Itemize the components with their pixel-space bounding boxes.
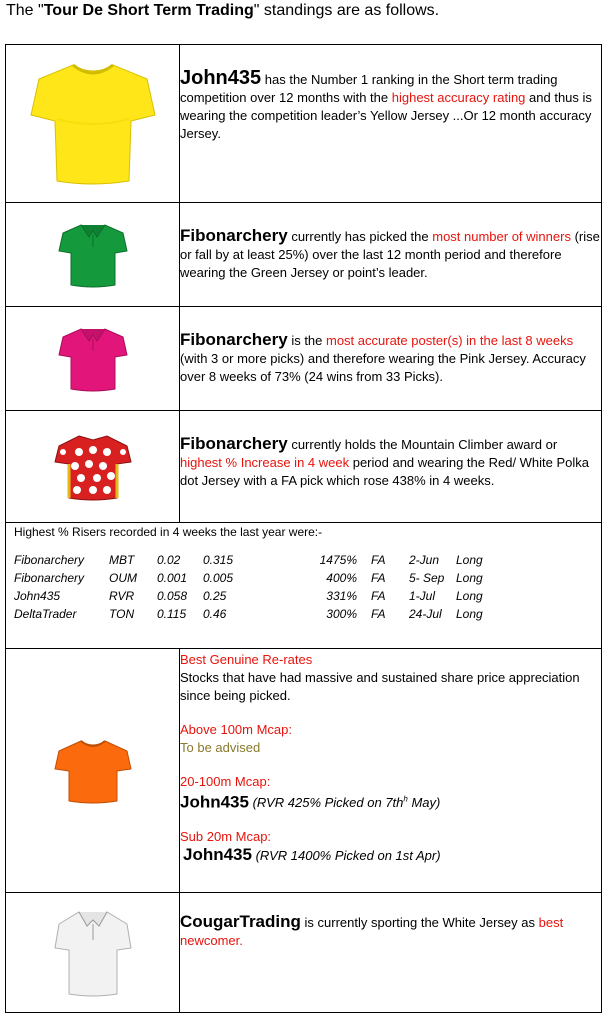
polka-jersey-text: Fibonarchery currently holds the Mountain Climber award or highest % Increase in 4 week period and wearing the Red/ White Polka dot Jersey with a FA pick which rose 438% in 4 weeks.: [180, 411, 602, 523]
risers-table-row: Fibonarchery MBT 0.02 0.315 1475% FA 2-Jun Long: [14, 553, 483, 567]
yellow-tshirt-icon: [29, 59, 157, 189]
page-heading: The "Tour De Short Term Trading" standings are as follows.: [6, 2, 440, 19]
yellow-highlight: highest accuracy rating: [391, 90, 526, 105]
category-above-100m: Above 100m Mcap:: [180, 722, 293, 737]
risers-table: [14, 553, 483, 625]
green-jersey-text: Fibonarchery currently has picked the most number of winners (rise or fall by at least 25%) over the last 12 month period and therefore wearing the Green Jersey or point’s leader.: [180, 203, 602, 307]
standings-table: [5, 44, 602, 1013]
rerates-description: Stocks that have had massive and sustained share price appreciation since being picked.: [180, 670, 580, 703]
polka-jersey-row: [6, 411, 602, 523]
polka-leader-name: Fibonarchery: [180, 434, 288, 453]
polka-dot-jersey-icon: [53, 432, 133, 502]
competition-title: Tour De Short Term Trading: [43, 2, 254, 19]
risers-table-row: DeltaTrader TON 0.115 0.46 300% FA 24-Jul Long: [14, 607, 483, 621]
category-above-100m-value: To be advised: [180, 740, 261, 755]
risers-section: [6, 523, 602, 649]
yellow-jersey-row: [6, 45, 602, 203]
yellow-jersey-text: John435 has the Number 1 ranking in the Short term trading competition over 12 months with the highest accuracy rating and thus is wearing the competition leader’s Yellow Jersey ...Or 12 month accuracy Jersey.: [180, 45, 602, 203]
white-jersey-text: CougarTrading is currently sporting the White Jersey as best newcomer.: [180, 893, 602, 1013]
orange-jersey-text: [180, 649, 602, 893]
white-polo-icon: [53, 908, 133, 998]
white-leader-name: CougarTrading: [180, 912, 301, 931]
green-jersey-row: [6, 203, 602, 307]
category-20-100m-winner: John435 (RVR 425% Picked on $7th^h$ May): [180, 792, 441, 812]
yellow-leader-name: John435: [180, 67, 262, 89]
pink-jersey-text: Fibonarchery is the most accurate poster(s) in the last 8 weeks (with 3 or more picks) and therefore wearing the Pink Jersey. Accuracy over 8 weeks of 73% (24 wins from 33 Picks).: [180, 307, 602, 411]
green-highlight: most number of winners: [432, 229, 571, 244]
pink-leader-name: Fibonarchery: [180, 330, 288, 349]
green-leader-name: Fibonarchery: [180, 226, 288, 245]
white-jersey-row: [6, 893, 602, 1013]
risers-table-row: Fibonarchery OUM 0.001 0.005 400% FA 5- Sep Long: [14, 571, 483, 585]
risers-title: Highest % Risers recorded in 4 weeks the last year were:-: [14, 525, 323, 539]
pink-jersey-row: [6, 307, 602, 411]
white-highlight: best newcomer.: [180, 915, 564, 948]
green-polo-icon: [57, 221, 129, 289]
risers-row: [6, 523, 602, 649]
orange-jersey-row: [6, 649, 602, 893]
category-20-100m: 20-100m Mcap:: [180, 774, 271, 789]
category-sub-20m-winner: John435 (RVR 1400% Picked on 1st Apr): [183, 845, 441, 865]
orange-tshirt-icon: [53, 737, 133, 805]
pink-polo-icon: [57, 325, 129, 393]
polka-highlight: highest % Increase in 4 week: [180, 455, 350, 470]
pink-highlight: most accurate poster(s) in the last 8 weeks: [326, 333, 574, 348]
category-sub-20m: Sub 20m Mcap:: [180, 829, 272, 845]
risers-table-row: John435 RVR 0.058 0.25 331% FA 1-Jul Long: [14, 589, 483, 603]
rerates-title: Best Genuine Re-rates: [180, 652, 313, 667]
